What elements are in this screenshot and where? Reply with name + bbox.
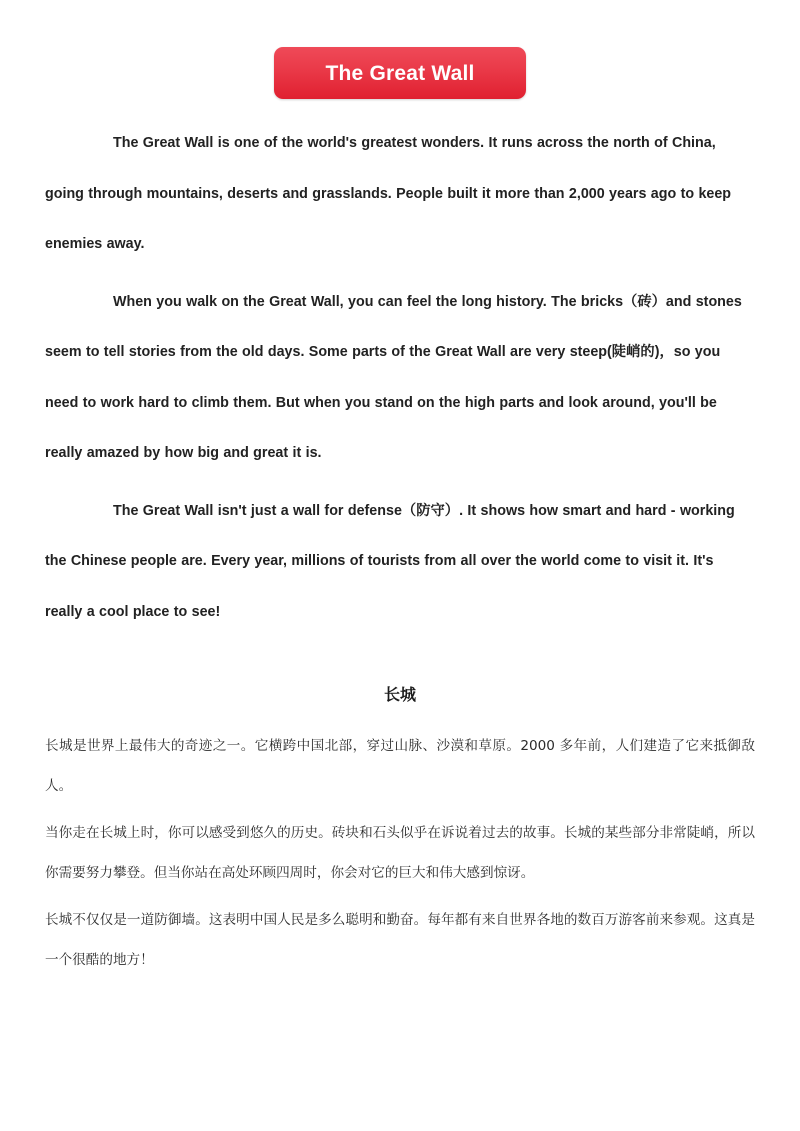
- english-paragraph-3: The Great Wall isn't just a wall for defense（防守）. It shows how smart and hard - working the Chinese people are. Every year, millions of tourists from all over the world come to visit it. It's really a cool place to see!: [45, 502, 735, 620]
- chinese-paragraph-2: 当你走在长城上时，你可以感受到悠久的历史。砖块和石头似乎在诉说着过去的故事。长城的某些部分非常陡峭，所以你需要努力攀登。但当你站在高处环顾四周时，你会对它的巨大和伟大感到惊讶。: [45, 825, 755, 881]
- title-banner-container: [45, 0, 755, 99]
- chinese-paragraph-1: 长城是世界上最伟大的奇迹之一。它横跨中国北部，穿过山脉、沙漠和草原。2000 多年前，人们建造了它来抵御敌人。: [45, 738, 755, 794]
- chinese-paragraph-3: 长城不仅仅是一道防御墙。这表明中国人民是多么聪明和勤奋。每年都有来自世界各地的数百万游客前来参观。这真是一个很酷的地方！: [45, 912, 755, 968]
- page-title: The Great Wall: [325, 61, 475, 85]
- chinese-heading: 长城: [383, 685, 416, 704]
- chinese-translation-section: [45, 680, 755, 980]
- english-paragraph-1: The Great Wall is one of the world's greatest wonders. It runs across the north of China, going through mountains, deserts and grasslands. People built it more than 2,000 years ago to keep enemies away.: [45, 135, 732, 252]
- english-paragraph-2: When you walk on the Great Wall, you can feel the long history. The bricks（砖）and stones seem to tell stories from the old days. Some parts of the Great Wall are very steep(陡峭的)，so you need to work hard to climb them. But when you stand on the high parts and look around, you'll be really amazed by how big and great it is.: [45, 293, 742, 461]
- title-banner: [274, 47, 526, 99]
- english-article: [45, 118, 755, 637]
